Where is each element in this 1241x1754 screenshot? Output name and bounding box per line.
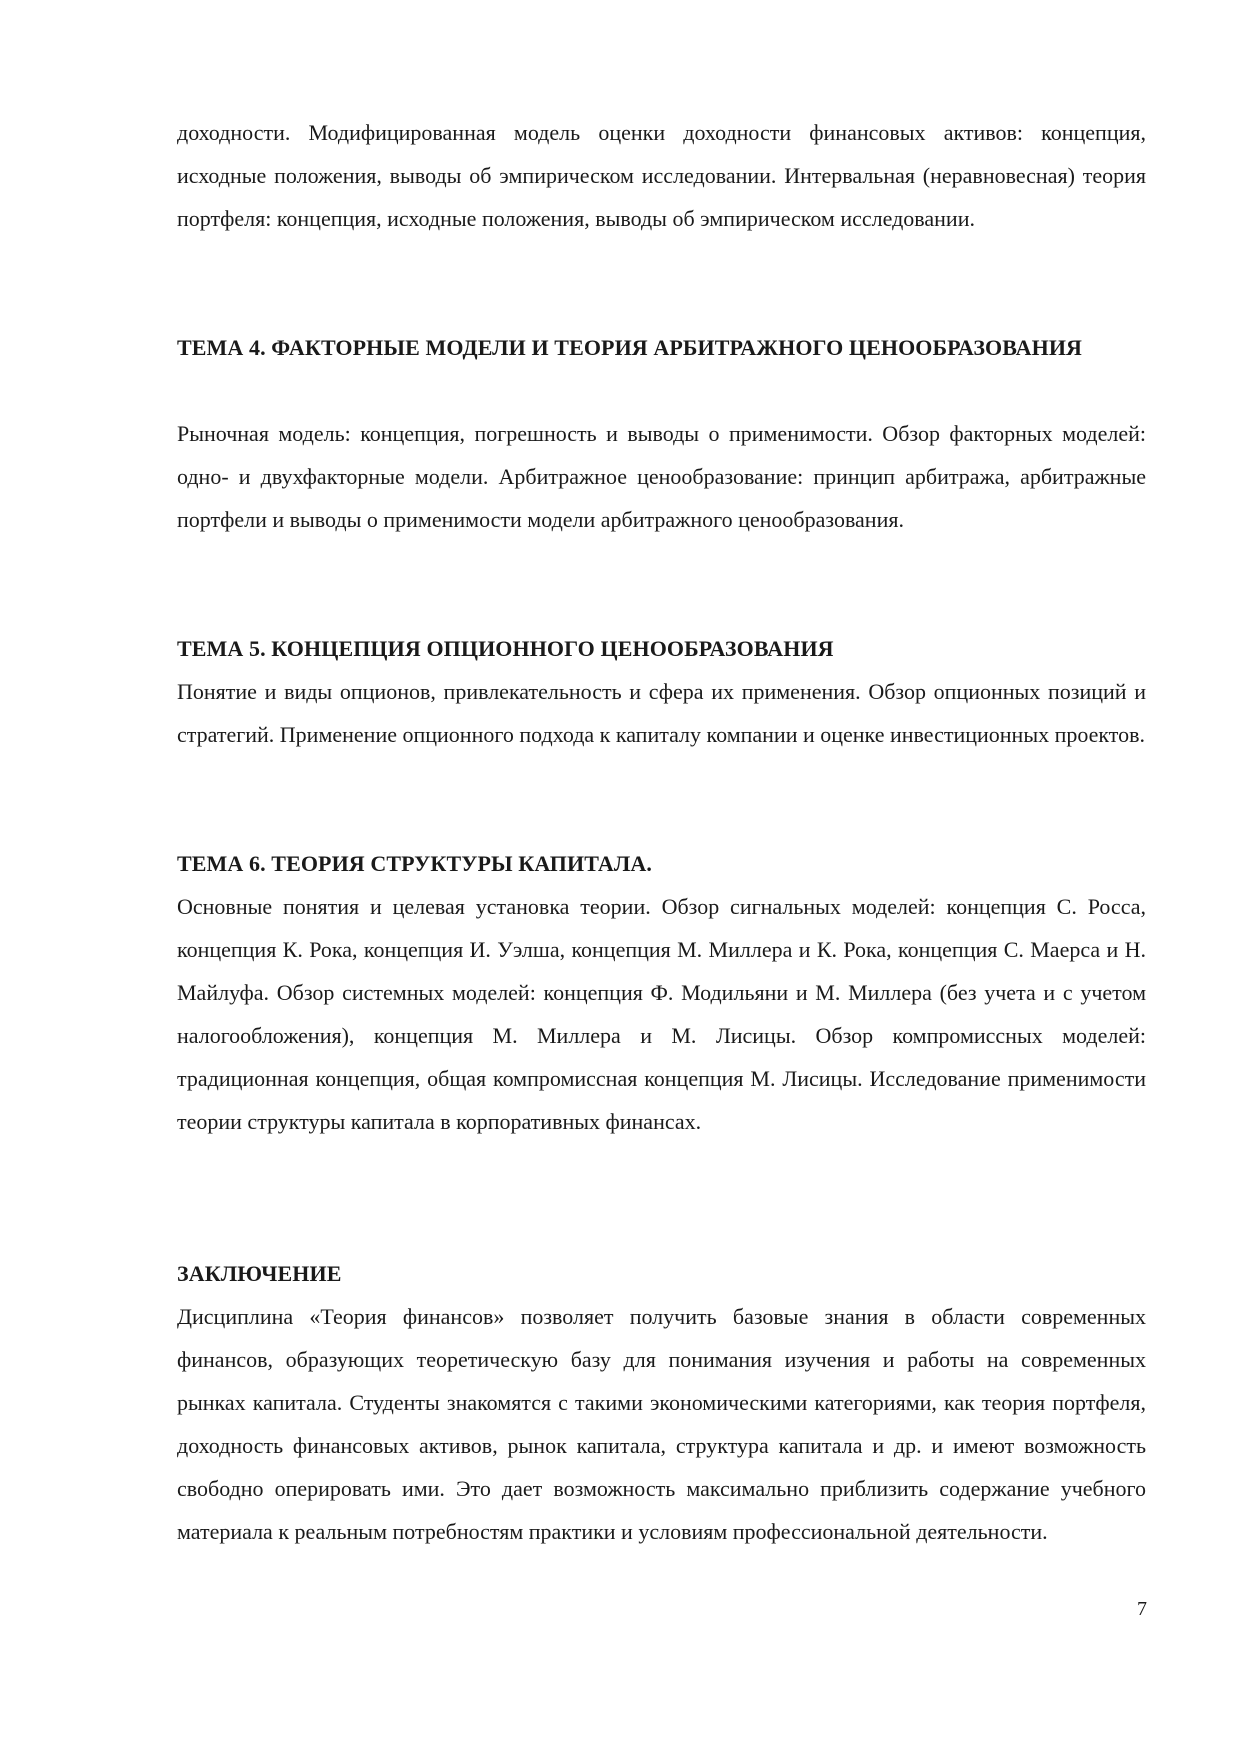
section-heading-topic-4: ТЕМА 4. ФАКТОРНЫЕ МОДЕЛИ И ТЕОРИЯ АРБИТРАЖНОГО ЦЕНООБРАЗОВАНИЯ xyxy=(177,335,1083,360)
section-body-topic-5: Понятие и виды опционов, привлекательность и сфера их применения. Обзор опционных позиций и стратегий. Применение опционного подхода к капиталу компании и оценке инвестиционных проектов. xyxy=(177,679,1146,747)
intro-paragraph: доходности. Модифицированная модель оценки доходности финансовых активов: концепция, исходные положения, выводы об эмпирическом исследовании. Интервальная (неравновесная) теория портфеля: концепция, исходные положения, выводы об эмпирическом исследовании. xyxy=(177,120,1146,231)
section-body-topic-4: Рыночная модель: концепция, погрешность и выводы о применимости. Обзор факторных моделей: одно- и двухфакторные модели. Арбитражное ценообразование: принцип арбитража, арбитражные портфели и выводы о применимости модели арбитражного ценообразования. xyxy=(177,421,1146,532)
section-body-topic-6: Основные понятия и целевая установка теории. Обзор сигнальных моделей: концепция С. Росса, концепция К. Рока, концепция И. Уэлша, концепция М. Миллера и К. Рока, концепция С. Маерса и Н. Майлуфа. Обзор системных моделей: концепция Ф. Модильяни и М. Миллера (без учета и с учетом налогообложения), концепция М. Миллера и М. Лисицы. Обзор компромиссных моделей: традиционная концепция, общая компромиссная концепция М. Лисицы. Исследование применимости теории структуры капитала в корпоративных финансах. xyxy=(177,894,1146,1134)
section-heading-topic-6: ТЕМА 6. ТЕОРИЯ СТРУКТУРЫ КАПИТАЛА. xyxy=(177,851,652,876)
section-body-conclusion: Дисциплина «Теория финансов» позволяет получить базовые знания в области современных финансов, образующих теоретическую базу для понимания изучения и работы на современных рынках капитала. Студенты знакомятся с такими экономическими категориями, как теория портфеля, доходность финансовых активов, рынок капитала, структура капитала и др. и имеют возможность свободно оперировать ими. Это дает возможность максимально приблизить содержание учебного материала к реальным потребностям практики и условиям профессиональной деятельности. xyxy=(177,1304,1146,1544)
section-heading-conclusion: ЗАКЛЮЧЕНИЕ xyxy=(177,1261,342,1286)
section-heading-topic-5: ТЕМА 5. КОНЦЕПЦИЯ ОПЦИОННОГО ЦЕНООБРАЗОВАНИЯ xyxy=(177,636,834,661)
page-number: 7 xyxy=(1137,1598,1147,1620)
